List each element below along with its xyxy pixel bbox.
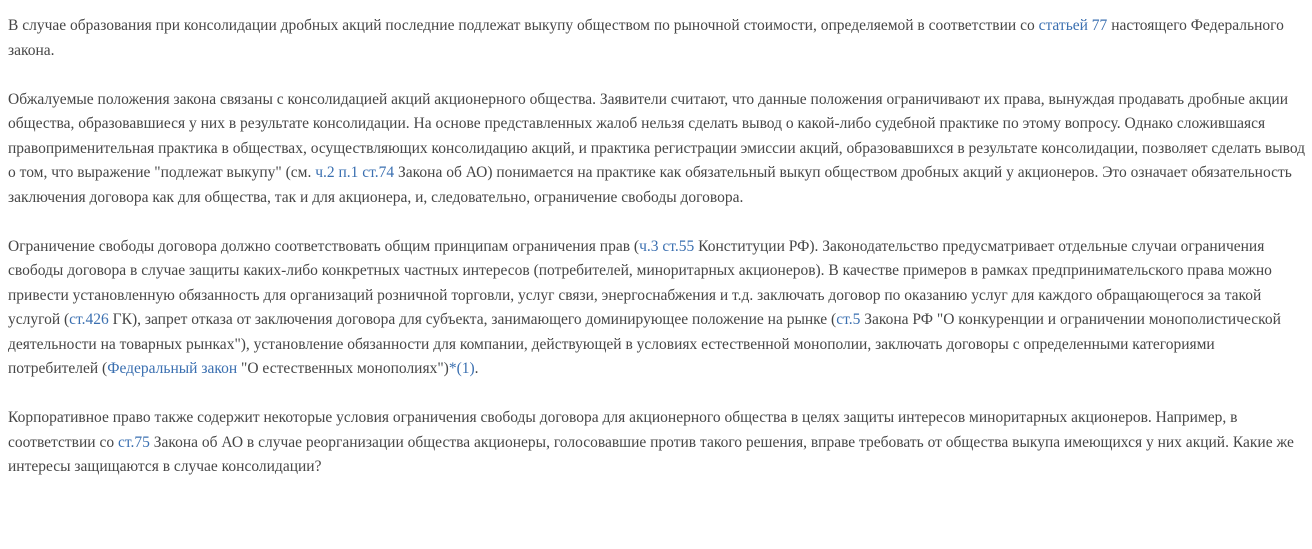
paragraph-2 (8, 88, 1308, 211)
link-competition-law-article-5[interactable]: ст.5 (836, 311, 861, 328)
paragraph-text: . (474, 360, 479, 377)
paragraph-text: В случае образования при консолидации дробных акций последние подлежат выкупу обществом по рыночной стоимости, определяемой в соответствии со (8, 17, 1039, 34)
link-federal-law[interactable]: Федеральный закон (107, 360, 238, 377)
link-article-77[interactable]: статьей 77 (1038, 17, 1108, 34)
link-civil-code-article-426[interactable]: ст.426 (69, 311, 109, 328)
paragraph-text: Корпоративное право также содержит некоторые условия ограничения свободы договора для акционерного общества в целях защиты интересов миноритарных акционеров. Например, в соответствии со (8, 409, 1238, 451)
link-footnote-1[interactable]: *(1) (448, 360, 475, 377)
paragraph-text: Ограничение свободы договора должно соответствовать общим принципам ограничения прав ( (8, 237, 640, 255)
paragraph-1 (8, 14, 1308, 63)
paragraph-text: настоящего Федерального закона. (8, 17, 1284, 59)
paragraph-4 (8, 406, 1308, 480)
paragraph-text: ГК), запрет отказа от заключения договора для субъекта, занимающего доминирующее положение на рынке ( (108, 311, 837, 328)
paragraph-text: Закона об АО в случае реорганизации общества акционеры, голосовавшие против такого решения, вправе требовать от общества выкупа имеющихся у них акций. Какие же интересы защищаются в случае консолидации? (8, 433, 1294, 475)
paragraph-text: Закона об АО) понимается на практике как обязательный выкуп обществом дробных акций у акционеров. Это означает обязательность заключения договора как для общества, так и для акционера, и, следовательно, ограничение свободы договора. (8, 164, 1292, 206)
paragraph-text: Закона РФ "О конкуренции и ограничении монополистической деятельности на товарных рынках"), установление обязанности для компании, действующей в условиях естественной монополии, заключать договоры с определенными категориями потребителей ( (8, 311, 1281, 377)
link-article-75[interactable]: ст.75 (117, 433, 150, 451)
paragraph-text: Конституции РФ). Законодательство предусматривает отдельные случаи ограничения свободы договора в случае защиты каких-либо конкретных частных интересов (потребителей, миноритарных акционеров). В качестве примеров в рамках предпринимательского права можно привести установленную обязанность для организаций розничной торговли, услуг связи, энергоснабжения и т.д. заключать договор по оказанию услуг для каждого обращающегося за такой услугой ( (8, 237, 1272, 328)
link-constitution-article-55[interactable]: ч.3 ст.55 (639, 237, 695, 255)
paragraph-text: "О естественных монополиях") (237, 360, 449, 377)
paragraph-3 (8, 235, 1308, 382)
paragraph-text: Обжалуемые положения закона связаны с консолидацией акций акционерного общества. Заявители считают, что данные положения ограничивают их права, вынуждая продавать дробные акции общества, образовавшиеся у них в результате консолидации. На основе представленных жалоб нельзя сделать вывод о какой-либо судебной практике по этому вопросу. Однако сложившаяся правоприменительная практика в обществах, осуществляющих консолидацию акций, и практика регистрации эмиссии акций, образовавшихся в результате консолидации, позволяет сделать вывод о том, что выражение "подлежат выкупу" (см. (8, 90, 1306, 181)
link-article-74[interactable]: ч.2 п.1 ст.74 (315, 164, 395, 181)
